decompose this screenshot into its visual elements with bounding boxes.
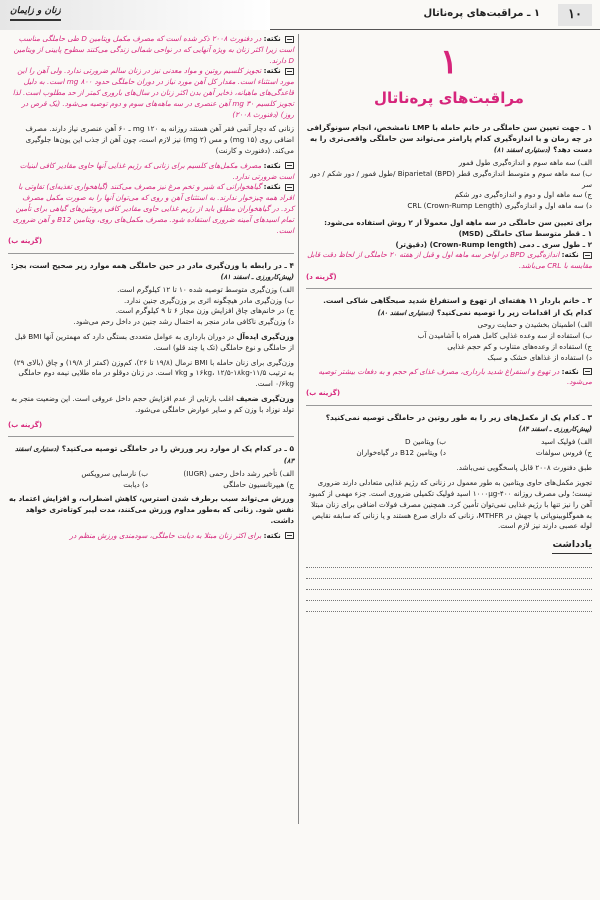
note-text: تجویز کلسیم روتین و مواد معدنی نیز در زنان سالم ضرورتی ندارد. ولی آهن را این مورد استثناء است. مقدار کل آهن مورد نیاز در دوران حاملگی حدود ۸۰۰ mg است. به دلیل قاعدگی‌های ماهیانه، ذخایر آهن بدن اکثر زنان در سال‌های باروری کمتر از حد مطلوب است. لذا تجویز کلسیم ۳۰ mg آهن عنصری در سه ماهه‌های سوم و دوم توصیه می‌شود. (یک قرص در روز) — [12, 66, 294, 119]
note-text: گیاهخوارانی که شیر و تخم مرغ نیز مصرف می‌کنند (گیاهخواری تغذیه‌ای) تفاوتی با افراد همه چیزخوار ندارند. به استثنای آهن و روی که می‌توان آنها را به صورت مکمل مصرف کرد. در گیاهخواران مطلق باید از رژیم غذایی حاوی مقادیر کافی پروتئین‌های گیاهی برای تأمین تمام اسیدهای آمینه ضروری استفاده شود. مصرف مکمل‌های روی، ویتامین B12 و آهن ضروری است. — [12, 182, 294, 235]
question-1 — [306, 122, 592, 212]
note-label: نکته: — [263, 182, 281, 192]
option: ج) هیپرتانسیون حاملگی — [223, 479, 294, 489]
note-source: (دفنورث ۲۰۰۸) — [232, 109, 279, 119]
question-source: (دستیاری اسفند ۸۳) — [14, 445, 294, 465]
options — [8, 469, 294, 491]
option: د) وزن‌گیری ناکافی مادر منجر به احتمال رشد جنین در داخل رحم می‌شود. — [73, 317, 294, 327]
running-chapter-title: ۱ ـ مراقبت‌های پره‌ناتال — [423, 8, 540, 19]
notes-line — [306, 590, 592, 601]
left-column — [8, 34, 294, 548]
option: ج) استفاده از وعده‌های متناوب و کم حجم غذایی — [447, 342, 592, 352]
notes-lines — [306, 557, 592, 612]
options — [306, 437, 592, 459]
iron-paragraph — [8, 124, 294, 156]
notes-area — [306, 538, 592, 612]
note-icon — [583, 368, 592, 375]
explanation-paragraph — [8, 394, 294, 416]
question-5 — [8, 443, 294, 542]
question-text: ۴ ـ در رابطه با وزن‌گیری مادر در حین حاملگی همه موارد زیر صحیح است، بجز: — [10, 260, 294, 270]
note-label: نکته: — [263, 160, 281, 170]
explanation-paragraph: وزن‌گیری برای زنان حامله با BMI نرمال (۱۹/۸ تا ۲۶)، کم‌وزن (کمتر از ۱۹/۸) و چاق (بالای ۲۹) به ترتیب ۱۱/۵-۱۶kg، ۱۲/۵-۱۸kg و ۷kg است. در زنان دوقلو در ماه طلایی نیمه دوم حاملگی ۰/۶kg است. — [13, 357, 294, 389]
options — [306, 320, 592, 363]
chapter-block — [306, 44, 592, 110]
divider — [306, 288, 592, 289]
question-source: (دستیاری اسفند ۸۰) — [377, 308, 435, 317]
option: الف) تأخیر رشد داخل رحمی (IUGR) — [183, 468, 294, 478]
option: ب) استفاده از سه وعده غذایی کامل همراه با آشامیدن آب — [417, 331, 592, 341]
note — [8, 66, 294, 120]
note-icon — [285, 36, 294, 43]
chapter-heading: مراقبت‌های پره‌ناتال — [374, 89, 524, 108]
explanation-paragraph: ورزش می‌تواند سبب برطرف شدن استرس، کاهش اضطراب، و افزایش اعتماد به نفس شود. زنانی که به‌طور مداوم ورزش می‌کنند، مدت لیبر کوتاه‌تری خواهد داشت. — [8, 494, 294, 526]
answer: (گزینه ب) — [8, 237, 43, 246]
answer: (گزینه ب) — [306, 389, 341, 398]
option: الف) وزن‌گیری متوسط توصیه شده ۱۰ تا ۱۲ کیلوگرم است. — [117, 284, 294, 294]
question-stem — [306, 122, 592, 156]
option: الف) اطمینان بخشیدن و حمایت روحی — [477, 320, 592, 330]
note-label: نکته: — [263, 34, 281, 43]
question-3 — [306, 412, 592, 532]
option: الف) سه ماهه سوم و اندازه‌گیری طول فمور — [458, 158, 592, 167]
method-1: ۱ ـ قطر متوسط ساک حاملگی (MSD) — [458, 228, 592, 238]
note — [306, 367, 592, 389]
divider — [306, 405, 592, 406]
note-icon — [583, 252, 592, 259]
note — [8, 531, 294, 542]
explanation-paragraph — [8, 332, 294, 354]
question-2 — [306, 295, 592, 398]
note-icon — [285, 68, 294, 75]
option: د) دیابت — [123, 479, 148, 489]
explanation-paragraph: طبق دفنورث ۲۰۰۸ قابل پاسخگویی نمی‌باشد. — [456, 463, 592, 473]
question-4 — [8, 260, 294, 430]
note-text: در دفنورث ۲۰۰۸ ذکر شده است که مصرف مکمل ویتامین D طی حاملگی مناسب است زیرا اکثر زنان به ویژه آنهایی که در نواحی شمالی زندگی می‌کنند سطوح پایینی از ویتامین D دارند. — [13, 34, 294, 65]
question-text: ۲ ـ خانم باردار ۱۱ هفته‌ای از تهوع و استفراغ شدید صبحگاهی شاکی است. کدام یک از اقدامات زیر را توصیه نمی‌کنید؟ — [323, 296, 592, 317]
right-column — [306, 34, 592, 612]
notes-line — [306, 601, 592, 612]
note-text: در تهوع و استفراغ شدید بارداری، مصرف غذای کم حجم و به دفعات بیشتر توصیه می‌شود. — [318, 366, 592, 387]
paragraph-source: (دفنورث و کارنت) — [215, 145, 271, 155]
question-stem — [306, 412, 592, 435]
option: ب) وزن‌گیری مادر هیچگونه اثری بر وزن‌گیری جنین ندارد. — [123, 295, 294, 305]
page-header — [0, 0, 600, 30]
option: الف) فولیک اسید — [541, 436, 592, 446]
question-stem — [306, 295, 592, 318]
question-stem — [8, 443, 294, 467]
question-source: (دستیاری اسفند ۸۱) — [493, 146, 551, 155]
note-text: برای اکثر زنان مبتلا به دیابت حاملگی، سودمندی ورزش منظم در — [69, 530, 262, 540]
note-label: نکته: — [561, 366, 579, 376]
explanation-text: در دوران بارداری به عوامل متعددی بستگی دارد که مهمترین آنها BMI قبل از حاملگی و نوع حاملگی (تک یا چند قلو) است. — [14, 332, 294, 352]
explanation-label: وزن‌گیری ایده‌آل — [236, 332, 294, 342]
explanation-label: وزن‌گیری ضعیف — [236, 394, 294, 404]
options — [306, 158, 592, 212]
option: ج) سه ماهه اول و دوم و اندازه‌گیری دور شکم — [454, 190, 592, 200]
notes-line — [306, 568, 592, 579]
option: د) ویتامین B12 در گیاه‌خواران — [356, 447, 446, 457]
option: ج) در خانم‌های چاق افزایش وزن مجاز ۶ تا ۹ کیلوگرم است. — [115, 306, 294, 316]
question-text: ۱ ـ جهت تعیین سن حاملگی در خانم حامله با LMP نامشخص، انجام سونوگرافی در چه زمان و با اندازه‌گیری کدام پارامتر می‌تواند سن حاملگی واقعی‌تری را به دست دهد؟ — [306, 122, 592, 155]
note-label: نکته: — [263, 530, 281, 540]
question-stem — [8, 260, 294, 283]
explanation-paragraph: تجویز مکمل‌های حاوی ویتامین به طور معمول در زنانی که رژیم غذایی متعادلی دارند ضروری نیست؛ ولی مصرف روزانه ۱۰۰۰μg-۴۰۰ اسید فولیک تکمیلی ضروری است. جزء مهمی از کمبود آهن را نیز تنها با رژیم غذایی نمی‌توان تأمین کرد. همچنین مصرف فولات اضافی برای زنان مبتلا به هموگلوبینوپاتی یا جهش در MTHFR، زنانی که دارای صرع هستند و یا زنانی که سابقه نقایص لوله عصبی دارند نیز لازم است. — [308, 478, 592, 531]
book-brand: زنان و زایمان — [10, 5, 61, 21]
note-icon — [285, 184, 294, 191]
option: ب) سه ماهه سوم و متوسط اندازه‌گیری قطر Biparietal (BPD) /طول فمور / دور شکم / دور سر — [309, 168, 592, 189]
notes-line — [306, 557, 592, 568]
answer: (گزینه د) — [306, 272, 337, 281]
note — [306, 250, 592, 272]
option: د) سه ماهه اول و اندازه‌گیری CRL (Crown-Rump Length) — [407, 201, 592, 211]
option: ج) فروس سولفات — [535, 447, 592, 457]
divider — [8, 253, 294, 254]
column-divider — [298, 34, 299, 824]
note — [8, 161, 294, 183]
option: ب) نارسایی سرویکس — [81, 468, 148, 478]
question-source: (پیش‌کارورزی ـ اسفند ۸۱) — [220, 272, 294, 281]
notes-title: یادداشت — [552, 538, 592, 554]
note-icon — [285, 162, 294, 169]
note — [8, 182, 294, 236]
notes-line — [306, 579, 592, 590]
divider — [8, 436, 294, 437]
question-source: (پیش‌کارورزی ـ اسفند ۸۴) — [518, 424, 592, 433]
note-icon — [285, 532, 294, 539]
note-text: اندازه‌گیری BPD در اواخر سه ماهه اول و قبل از هفته ۲۰ حاملگی از لحاظ دقت قابل مقایسه با CRL می‌باشد. — [307, 250, 592, 271]
question-text: ۳ ـ کدام یک از مکمل‌های زیر را به طور روتین در حاملگی توصیه نمی‌کنید؟ — [325, 412, 592, 422]
options — [8, 285, 294, 328]
note-label: نکته: — [561, 250, 579, 260]
answer: (گزینه ب) — [8, 420, 43, 429]
note-label: نکته: — [263, 66, 281, 76]
page-number: ۱۰ — [558, 4, 592, 26]
method-2: ۲ ـ طول سری ـ دمی (Crown-Rump length) (دقیق‌تر) — [395, 239, 592, 249]
question-text: ۵ ـ در کدام یک از موارد زیر ورزش را در حاملگی توصیه می‌کنید؟ — [61, 444, 294, 454]
note — [8, 34, 294, 66]
explanation-text: اغلب بارتایی از عدم افزایش حجم داخل عروقی است. این وضعیت منجر به تولد نوزاد با وزن کم و سایر عوارض حاملگی می‌شود. — [11, 394, 294, 414]
option: د) استفاده از غذاهای خشک و سبک — [487, 352, 592, 362]
explanation-intro: برای تعیین سن حاملگی در سه ماهه اول معمولاً از ۲ روش استفاده می‌شود: — [324, 217, 592, 227]
question-1-explanation — [306, 218, 592, 282]
paragraph-text: زنانی که دچار آنمی فقر آهن هستند روزانه به ۱۲۰ mg ـ ۶۰ آهن عنصری نیاز دارند. مصرف اضافی روی (۱۵ mg) و مس (۲ mg) نیز لازم است، چون آهن از جذب این یون‌ها جلوگیری می‌کند. — [25, 124, 294, 155]
chapter-number: ۱ — [439, 42, 459, 82]
note-text: مصرف مکمل‌های کلسیم برای زنانی که رژیم غذایی آنها حاوی مقادیر کافی لبنیات است ضرورتی ندارد. — [19, 160, 294, 181]
option: ب) ویتامین D — [404, 436, 446, 446]
